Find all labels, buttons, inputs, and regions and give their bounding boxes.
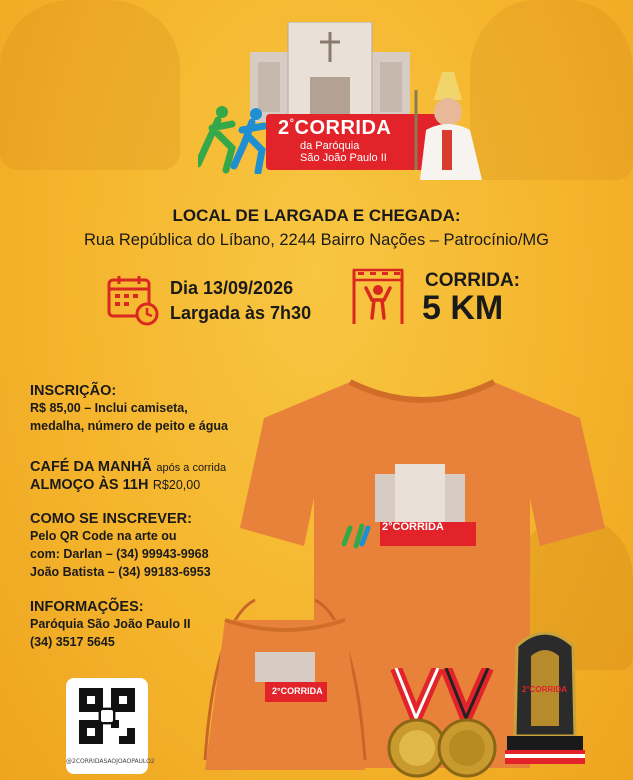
contact-line2: (34) 3517 5645 <box>30 635 115 649</box>
meals-section <box>30 458 226 494</box>
lunch-label: ALMOÇO ÀS 11H <box>30 477 149 493</box>
event-logo <box>180 20 450 170</box>
tshirt-logo-text: 2°CORRIDA <box>382 521 444 533</box>
inscricao-line1: R$ 85,00 – Inclui camiseta, <box>30 401 188 415</box>
calendar-clock-icon <box>107 274 159 326</box>
local-title: LOCAL DE LARGADA E CHEGADA: <box>172 206 461 225</box>
register-title: COMO SE INSCREVER: <box>30 511 192 527</box>
inscricao-section <box>30 383 228 435</box>
distance-value: 5 KM <box>422 289 504 327</box>
event-date: Dia 13/09/2026 <box>170 278 294 298</box>
register-section <box>30 511 211 581</box>
contact-section <box>30 599 190 651</box>
event-title: 2°CORRIDA <box>278 117 392 139</box>
medal-back-icon <box>436 668 498 780</box>
crowd-silhouette-right <box>470 0 633 180</box>
bag-logo-text: 2°CORRIDA <box>272 686 323 696</box>
finish-line-icon <box>348 266 408 326</box>
lunch-price: R$20,00 <box>152 478 201 492</box>
qr-code-icon[interactable] <box>79 688 135 744</box>
contact-title: INFORMAÇÕES: <box>30 599 144 615</box>
inscricao-line2: medalha, número de peito e água <box>30 419 228 433</box>
inscricao-title: INSCRIÇÃO: <box>30 383 117 399</box>
register-line1: Pelo QR Code na arte ou <box>30 529 177 543</box>
register-line2: com: Darlan – (34) 99943-9968 <box>30 547 209 561</box>
event-start-time: Largada às 7h30 <box>170 303 312 323</box>
distance-label: CORRIDA: <box>425 270 520 291</box>
trophy-icon <box>505 626 585 766</box>
local-address: Rua República do Líbano, 2244 Bairro Nações – Patrocínio/MG <box>83 231 550 249</box>
register-line3: João Batista – (34) 99183-6953 <box>30 565 211 579</box>
drawstring-bag-image <box>195 590 375 780</box>
breakfast-note: após a corrida <box>156 462 227 474</box>
qr-code-card[interactable] <box>66 678 155 774</box>
instagram-handle: @2CORRIDASAOJOAOPAULO2 <box>66 758 155 765</box>
trophy-logo-text: 2°CORRIDA <box>522 685 567 694</box>
event-subtitle: da Paróquia São João Paulo II <box>300 140 387 164</box>
contact-line1: Paróquia São João Paulo II <box>30 617 191 631</box>
pope-figure-icon <box>412 70 487 180</box>
crowd-silhouette-left <box>0 0 180 170</box>
breakfast-label: CAFÉ DA MANHÃ <box>30 459 152 475</box>
